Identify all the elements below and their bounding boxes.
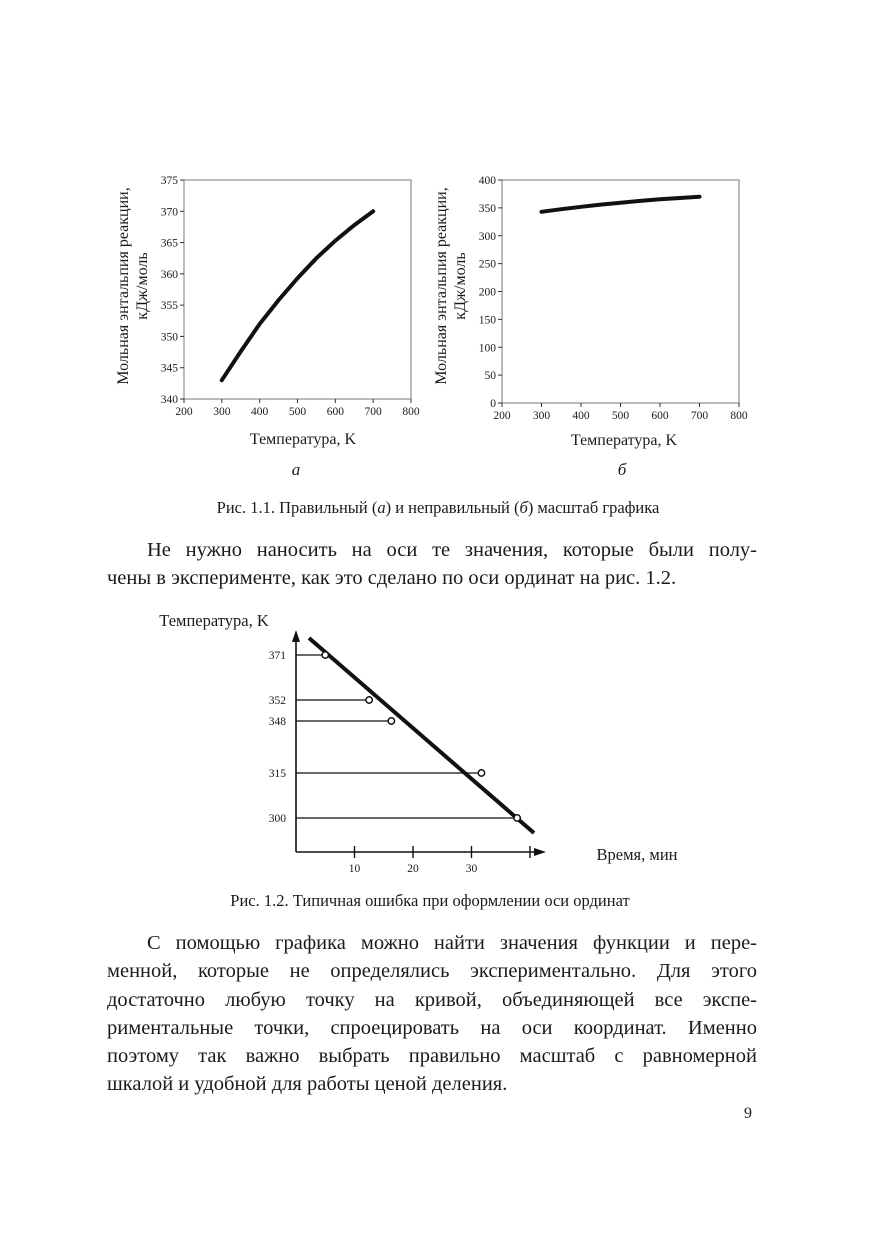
y-tick-label: 250	[478, 258, 496, 271]
x-tick-label: 500	[288, 406, 307, 418]
page-number: 9	[744, 1105, 752, 1122]
y-tick-label: 200	[478, 286, 496, 299]
trend-line	[309, 638, 534, 833]
panel-label-a: а	[291, 460, 301, 479]
figure-1-2	[0, 600, 875, 920]
xlabel-a: Температура, K	[249, 431, 357, 448]
data-line	[542, 197, 700, 212]
x-tick-label: 700	[364, 406, 382, 418]
y-axis-arrow	[292, 630, 300, 642]
y-tick-label: 0	[490, 398, 496, 410]
x-tick-label: 200	[175, 406, 193, 418]
ylabel-b-line2: кДж/моль	[452, 252, 469, 320]
data-point	[322, 652, 328, 658]
plot-frame	[502, 180, 739, 403]
chart-panel-a	[161, 175, 420, 418]
y-tick-label: 350	[478, 202, 496, 215]
y-tick-label: 370	[160, 206, 178, 219]
x-tick-label: 600	[651, 410, 669, 422]
x-tick-label: 30	[465, 863, 478, 875]
x-tick-label: 400	[572, 410, 590, 422]
fig12-xlabel: Время, мин	[596, 845, 678, 864]
y-tick-label: 340	[160, 394, 178, 406]
x-tick-label: 800	[402, 406, 420, 418]
x-tick-label: 300	[532, 410, 551, 422]
y-tick-label: 375	[160, 175, 178, 187]
x-tick-label: 700	[690, 410, 709, 422]
y-tick-label: 360	[160, 268, 178, 281]
x-tick-label: 400	[251, 406, 269, 418]
x-tick-label: 10	[348, 863, 361, 875]
paragraph-1	[107, 536, 757, 593]
y-tick-label: 355	[160, 300, 178, 313]
y-tick-label: 300	[268, 813, 286, 825]
paragraph-2-line: менной, которые не определялись экспериментально. Для этого	[107, 960, 757, 983]
fig12-plot	[269, 630, 546, 875]
data-point	[388, 718, 394, 724]
y-tick-label: 345	[160, 362, 178, 375]
y-tick-label: 350	[160, 331, 178, 344]
xlabel-b: Температура, K	[570, 432, 678, 449]
x-tick-label: 200	[493, 410, 511, 422]
y-tick-label: 50	[484, 370, 496, 383]
y-tick-label: 150	[478, 314, 496, 327]
ylabel-b-line1: Мольная энтальпия реакции,	[433, 187, 450, 385]
paragraph-2-line: достаточно любую точку на кривой, объединяющей все экспе-	[107, 988, 757, 1011]
paragraph-1-line: чены в эксперименте, как это сделано по оси ординат на рис. 1.2.	[107, 567, 677, 590]
paragraph-2-line: шкалой и удобной для работы ценой деления.	[107, 1073, 508, 1096]
x-tick-label: 20	[407, 863, 419, 875]
data-point	[478, 770, 484, 776]
y-tick-label: 315	[268, 768, 286, 780]
data-point	[366, 697, 372, 703]
paragraph-2	[107, 929, 757, 1099]
ylabel-a-line1: Мольная энтальпия реакции,	[115, 187, 132, 385]
x-tick-label: 300	[213, 406, 231, 418]
data-line	[222, 211, 373, 380]
y-tick-label: 400	[478, 175, 496, 187]
ylabel-a-line2: кДж/моль	[134, 252, 151, 320]
paragraph-2-line: риментальные точки, спроецировать на оси координат. Именно	[107, 1016, 757, 1039]
x-axis-arrow	[534, 848, 546, 856]
x-tick-label: 500	[611, 410, 630, 422]
plot-frame	[184, 180, 411, 399]
figure-1-1-caption: Рис. 1.1. Правильный (а) и неправильный (б) масштаб графика	[216, 498, 660, 517]
fig12-ylabel: Температура, K	[159, 611, 269, 630]
x-tick-label: 600	[326, 406, 344, 418]
x-tick-label: 800	[730, 410, 748, 422]
figure-1-1	[0, 0, 875, 530]
paragraph-2-line: С помощью графика можно найти значения функции и пере-	[147, 932, 757, 954]
y-tick-label: 348	[268, 716, 286, 728]
data-point	[514, 815, 520, 821]
y-tick-label: 352	[268, 695, 286, 707]
panel-label-b: б	[617, 460, 627, 479]
y-tick-label: 100	[478, 342, 496, 355]
figure-1-2-caption: Рис. 1.2. Типичная ошибка при оформлении оси ординат	[230, 891, 630, 910]
paragraph-2-line: поэтому так важно выбрать правильно масштаб с равномерной	[107, 1045, 757, 1068]
paragraph-1-line: Не нужно наносить на оси те значения, которые были полу-	[147, 539, 757, 561]
y-tick-label: 300	[478, 230, 496, 243]
y-tick-label: 371	[268, 650, 286, 662]
chart-panel-b	[479, 175, 748, 422]
y-tick-label: 365	[160, 237, 178, 250]
